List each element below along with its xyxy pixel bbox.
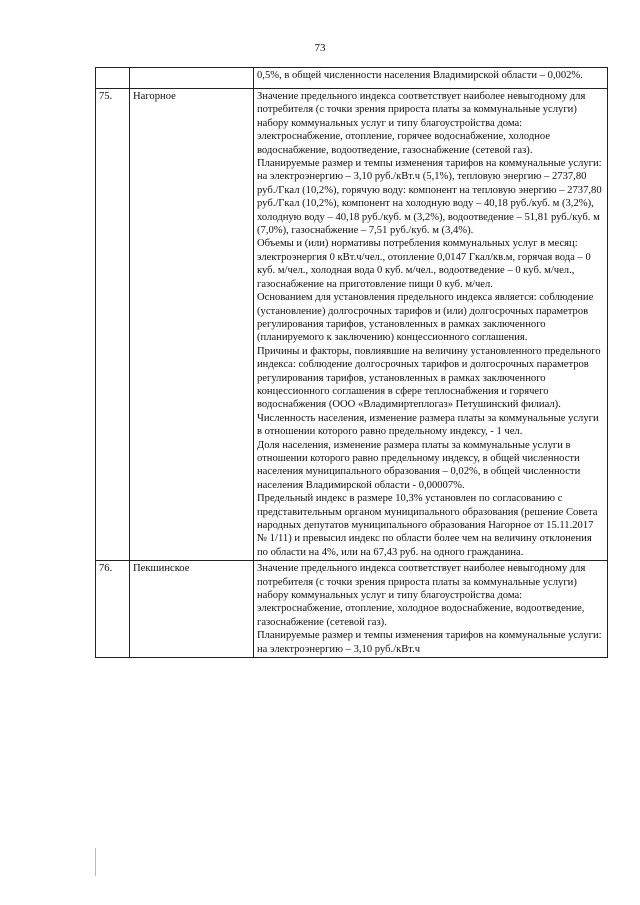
municipality-name-cell: Нагорное: [130, 89, 254, 561]
row-number-cell: 76.: [96, 561, 130, 658]
paragraph: Значение предельного индекса соответствует наиболее невыгодному для потребителя (с точки зрения прироста платы за коммунальные услуги) набору коммунальных услуг и типу благоустройства дома: электроснабжение, отопление, горячее водоснабжение, холодное водоснабжение, водоотведение, газоснабжение (сетевой газ).: [257, 91, 586, 156]
paragraph: Планируемые размер и темпы изменения тарифов на коммунальные услуги: на электроэнергию – 3,10 руб./кВт.ч (5,1%), тепловую энергию – 2737,80 руб./Гкал (10,2%), горячую воду: компонент на тепловую энергию – 2737,80 руб./Гкал (10,2%), компонент на холодную воду – 40,18 руб./куб. м (3,2%), холодную воду – 40,18 руб./куб. м (3,2%), водоотведение – 51,81 руб./куб. м (7,0%), газоснабжение – 7,51 руб./куб. м (3,4%).: [257, 158, 602, 237]
page-number: 73: [314, 42, 326, 54]
paragraph: Объемы и (или) нормативы потребления коммунальных услуг в месяц: электроэнергия 0 кВт.ч/чел., отопление 0,0147 Гкал/кв.м, горячая вода – 0 куб. м/чел., холодная вода 0 куб. м/чел., водоотведение – 0 куб. м/чел., газоснабжение на приготовление пищи 0 куб. м/чел.: [257, 238, 591, 290]
description-cell: [254, 561, 608, 658]
table-row: [96, 68, 608, 89]
table-row: [96, 561, 608, 658]
municipality-name-cell: Пекшинское: [130, 561, 254, 658]
description-cell: [254, 68, 608, 89]
municipal-index-table: [95, 67, 608, 658]
paragraph: Предельный индекс в размере 10,3% установлен по согласованию с представительным органом муниципального образования (решение Совета народных депутатов муниципального образования Нагорное от 15.11.2017 № 1/11) и превысил индекс по области более чем на величину отклонения по области на 4%, или на 67,43 руб. на одного гражданина.: [257, 493, 598, 558]
municipality-name-cell: [130, 68, 254, 89]
row-number-cell: 75.: [96, 89, 130, 561]
description-cell: [254, 89, 608, 561]
paragraph: Численность населения, изменение размера платы за коммунальные услуги в отношении которого равно предельному индексу, - 1 чел.: [257, 412, 599, 438]
paragraph: Значение предельного индекса соответствует наиболее невыгодному для потребителя (с точки зрения прироста платы за коммунальные услуги) набору коммунальных услуг и типу благоустройства дома: электроснабжение, отопление, холодное водоснабжение, водоотведение, газоснабжение (сетевой газ).: [257, 563, 586, 628]
paragraph: 0,5%, в общей численности населения Владимирской области – 0,002%.: [257, 70, 583, 81]
row-number-cell: [96, 68, 130, 89]
paragraph: Основанием для установления предельного индекса является: соблюдение (установление) долгосрочных тарифов и (или) долгосрочных параметров регулирования тарифов, установленных в рамках заключенного (планируемого к заключению) концессионного соглашения.: [257, 292, 594, 344]
scan-edge-mark: [95, 848, 96, 876]
table-row: [96, 89, 608, 561]
paragraph: Планируемые размер и темпы изменения тарифов на коммунальные услуги: на электроэнергию – 3,10 руб./кВт.ч: [257, 630, 602, 655]
paragraph: Доля населения, изменение размера платы за коммунальные услуги в отношении которого равно предельному индексу, в общей численности населения муниципального образования – 0,02%, в общей численности населения Владимирской области - 0,00007%.: [257, 439, 581, 491]
paragraph: Причины и факторы, повлиявшие на величину установленного предельного индекса: соблюдение долгосрочных тарифов и долгосрочных параметров регулирования тарифов, установленных в рамках заключенного концессионного соглашения в сфере теплоснабжения и горячего водоснабжения (ООО «Владимиртеплогаз» Петушинский филиал).: [257, 345, 601, 411]
